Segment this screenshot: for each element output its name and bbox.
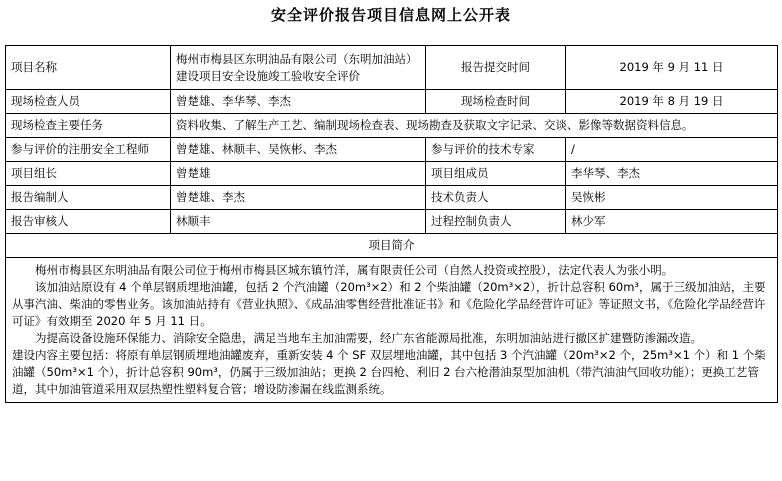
value-experts: / <box>566 138 778 162</box>
row-leader <box>6 162 778 186</box>
label-tech-lead: 技术负责人 <box>426 186 566 210</box>
info-table <box>5 45 778 403</box>
value-submit-time: 2019 年 9 月 11 日 <box>566 46 778 90</box>
value-engineers: 曾楚雄、林顺丰、吴恢彬、李杰 <box>171 138 426 162</box>
label-engineers: 参与评价的注册安全工程师 <box>6 138 171 162</box>
label-author: 报告编制人 <box>6 186 171 210</box>
row-intro-body <box>6 258 778 403</box>
page-title: 安全评价报告项目信息网上公开表 <box>270 6 511 24</box>
intro-paragraph-1: 梅州市梅县区东明油品有限公司位于梅州市梅县区城东镇竹洋，属有限责任公司（自然人投资或控股），法定代表人为张小明。 <box>35 263 674 277</box>
row-author <box>6 186 778 210</box>
value-leader: 曾楚雄 <box>171 162 426 186</box>
intro-paragraph-2: 该加油站原设有 4 个单层钢质埋地油罐，包括 2 个汽油罐（20m³×2）和 2 个柴油罐（20m³×2），折计总容积 60m³，属于三级加油站，主要从事汽油、柴油的零售业务。该加油站持有《营业执照》、《成品油零售经营批准证书》和《危险化学品经营许可证》等证照文书，《危险化学品经营许可证》有效期至 2020 年 5 月 11 日。 <box>12 280 766 328</box>
value-inspect-time: 2019 年 8 月 19 日 <box>566 90 778 114</box>
value-tasks: 资料收集、了解生产工艺、编制现场检查表、现场勘查及获取文字记录、交谈、影像等数据资料信息。 <box>171 114 778 138</box>
label-experts: 参与评价的技术专家 <box>426 138 566 162</box>
intro-body <box>6 258 778 403</box>
value-author: 曾楚雄、李杰 <box>171 186 426 210</box>
value-inspectors: 曾楚雄、李华琴、李杰 <box>171 90 426 114</box>
intro-paragraph-3: 为提高设备设施环保能力、消除安全隐患，满足当地车主加油需要，经广东省能源局批准，东明加油站进行撤区扩建暨防渗漏改造。 <box>35 331 702 345</box>
label-leader: 项目组长 <box>6 162 171 186</box>
label-process-control: 过程控制负责人 <box>426 210 566 234</box>
value-project-name: 梅州市梅县区东明油品有限公司（东明加油站）建设项目安全设施竣工验收安全评价 <box>171 46 426 90</box>
value-reviewer: 林顺丰 <box>171 210 426 234</box>
row-project-name <box>6 46 778 90</box>
value-process-control: 林少军 <box>566 210 778 234</box>
label-inspectors: 现场检查人员 <box>6 90 171 114</box>
label-project-name: 项目名称 <box>6 46 171 90</box>
row-tasks <box>6 114 778 138</box>
row-engineers <box>6 138 778 162</box>
intro-heading: 项目简介 <box>6 234 778 258</box>
label-inspect-time: 现场检查时间 <box>426 90 566 114</box>
row-intro-heading <box>6 234 778 258</box>
label-tasks: 现场检查主要任务 <box>6 114 171 138</box>
label-reviewer: 报告审核人 <box>6 210 171 234</box>
intro-paragraph-4: 建设内容主要包括：将原有单层钢质埋地油罐废弃，重新安装 4 个 SF 双层埋地油罐，其中包括 3 个汽油罐（20m³×2 个，25m³×1 个）和 1 个柴油罐（50m³×1 个），折计总容积 90m³，仍属于三级加油站；更换 2 台四枪、利旧 2 台六枪潜油泵型加油机（带汽油油气回收功能）；更换工艺管道，其中加油管道采用双层热塑性塑料复合管；增设防渗漏在线监测系统。 <box>12 348 766 396</box>
value-tech-lead: 吴恢彬 <box>566 186 778 210</box>
value-members: 李华琴、李杰 <box>566 162 778 186</box>
row-reviewer <box>6 210 778 234</box>
label-members: 项目组成员 <box>426 162 566 186</box>
row-inspectors <box>6 90 778 114</box>
label-submit-time: 报告提交时间 <box>426 46 566 90</box>
